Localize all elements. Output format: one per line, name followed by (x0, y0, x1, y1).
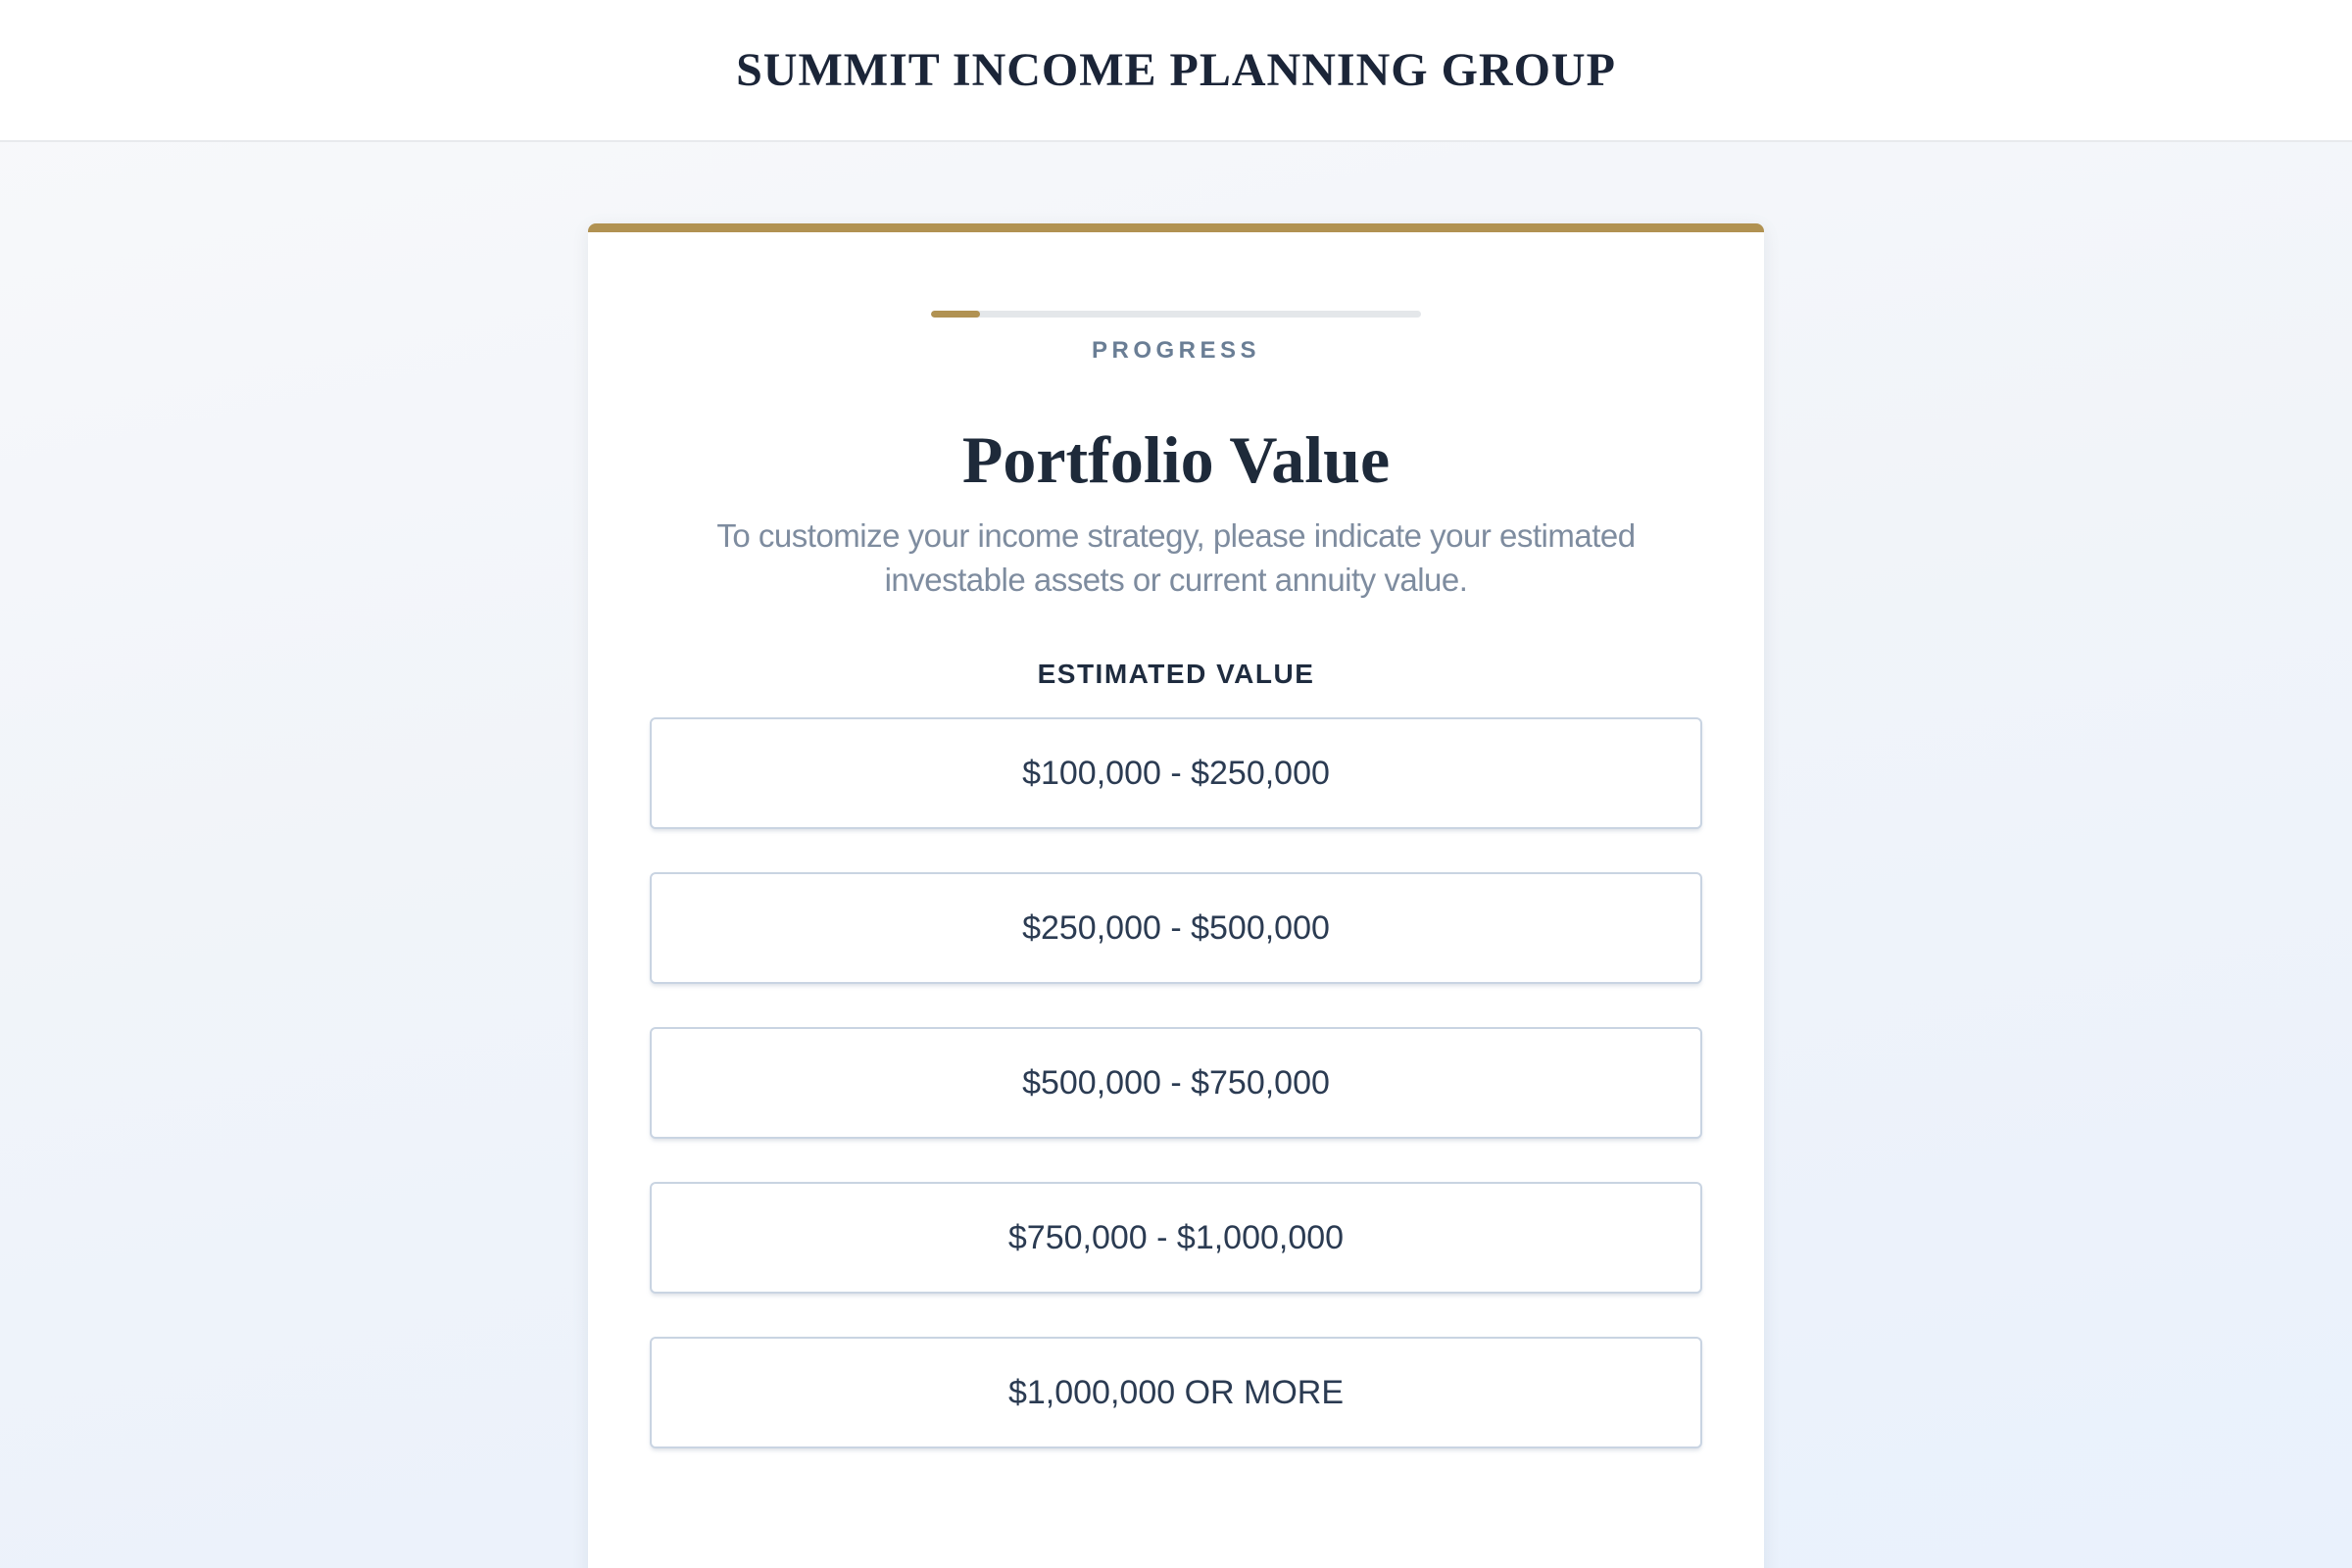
question-card (588, 223, 1764, 1568)
progress-label: PROGRESS (1091, 337, 1261, 364)
option-button[interactable]: $1,000,000 OR MORE (650, 1337, 1702, 1448)
brand-title: SUMMIT INCOME PLANNING GROUP (736, 44, 1616, 96)
question-description (650, 514, 1702, 602)
question-description-line1: To customize your income strategy, please indicate your estimated (716, 517, 1636, 554)
site-header (0, 0, 2352, 142)
option-button[interactable]: $250,000 - $500,000 (650, 872, 1702, 984)
option-button[interactable]: $500,000 - $750,000 (650, 1027, 1702, 1139)
page-title: Portfolio Value (961, 422, 1391, 497)
main-area (0, 142, 2352, 1568)
question-description-line2: investable assets or current annuity value. (884, 562, 1468, 598)
options-list (650, 717, 1702, 1448)
field-label: ESTIMATED VALUE (1037, 659, 1315, 689)
progress-bar (931, 311, 1421, 318)
option-button[interactable]: $100,000 - $250,000 (650, 717, 1702, 829)
option-button[interactable]: $750,000 - $1,000,000 (650, 1182, 1702, 1294)
progress-section (650, 311, 1702, 367)
progress-bar-fill (931, 311, 980, 318)
